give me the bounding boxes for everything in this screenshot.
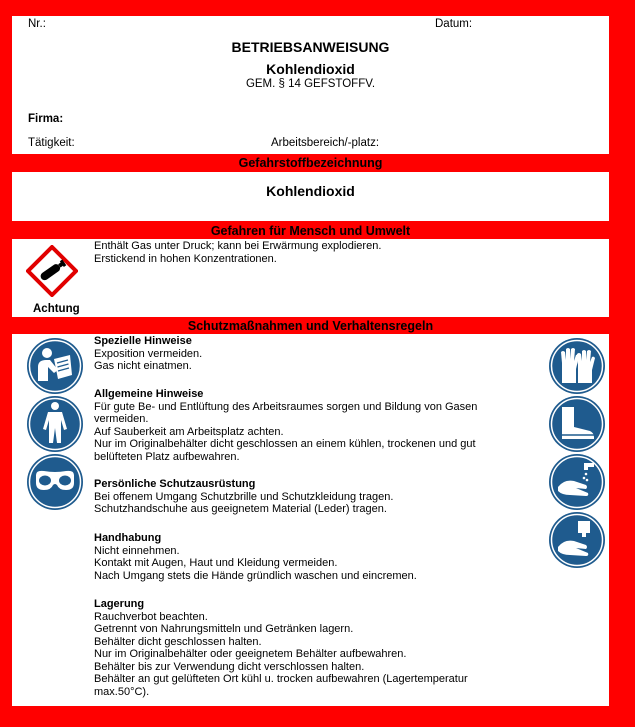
section-line: Getrennt von Nahrungsmitteln und Getränken lagern.: [94, 623, 354, 635]
section-title: Allgemeine Hinweise: [94, 388, 204, 400]
section-line: Nur im Originalbehälter oder geeignetem Behälter aufbewahren.: [94, 648, 407, 660]
identification-band: Gefahrstoffbezeichnung: [238, 156, 383, 170]
gas-cylinder-icon: [26, 245, 78, 297]
section-line: Gas nicht einatmen.: [94, 360, 192, 372]
section-line: Nur im Originalbehälter dicht geschlossen an einem kühlen, trockenen und gut: [94, 438, 476, 450]
hazard-line: Enthält Gas unter Druck; kann bei Erwärmung explodieren.: [94, 240, 382, 252]
firma-label: Firma:: [28, 113, 64, 125]
hazards-band: Gefahren für Mensch und Umwelt: [210, 224, 411, 238]
section-line: Bei offenem Umgang Schutzbrille und Schutzkleidung tragen.: [94, 490, 394, 503]
datum-label: Datum:: [435, 18, 473, 30]
section-title: Spezielle Hinweise: [94, 335, 192, 347]
section-title: Persönliche Schutzausrüstung: [94, 478, 256, 490]
section-title: Handhabung: [94, 532, 162, 544]
section-line: vermeiden.: [94, 413, 149, 425]
identification-panel: [12, 172, 609, 221]
signal-word: Achtung: [33, 303, 80, 315]
section-line: Behälter dicht geschlossen halten.: [94, 635, 262, 648]
section-title: Lagerung: [94, 598, 145, 610]
section-line: Rauchverbot beachten.: [94, 610, 208, 623]
header-panel: [12, 16, 609, 154]
section-line: max.50°C).: [94, 685, 150, 698]
nr-label: Nr.:: [28, 18, 46, 30]
hand-cream-icon: [548, 511, 606, 569]
read-instructions-icon: [26, 337, 84, 395]
ppe-section: [94, 478, 393, 516]
gloves-icon: [548, 337, 606, 395]
hazard-line: Erstickend in hohen Konzentrationen.: [94, 253, 277, 265]
section-line: belüfteten Platz aufbewahren.: [94, 450, 240, 463]
regulation-text: GEM. § 14 GEFSTOFFV.: [245, 78, 376, 90]
storage-section: [94, 598, 468, 698]
wash-hands-icon: [548, 453, 606, 511]
section-line: Schutzhandschuhe aus geeignetem Material (Leder) tragen.: [94, 503, 387, 515]
section-line: Nach Umgang stets die Hände gründlich waschen und eincremen.: [94, 569, 417, 582]
measures-panel: [12, 334, 609, 706]
page-title: BETRIEBSANWEISUNG: [231, 39, 390, 55]
measures-band: Schutzmaßnahmen und Verhaltensregeln: [187, 319, 434, 333]
taetigkeit-label: Tätigkeit:: [28, 137, 75, 149]
general-section: [94, 388, 477, 463]
handling-section: [94, 532, 417, 582]
identification-name: Kohlendioxid: [266, 183, 355, 199]
goggles-icon: [26, 453, 84, 511]
protective-clothing-icon: [26, 395, 84, 453]
substance-title: Kohlendioxid: [266, 61, 355, 77]
hazards-panel: [12, 239, 609, 317]
section-line: Kontakt mit Augen, Haut und Kleidung vermeiden.: [94, 557, 338, 569]
safety-boots-icon: [548, 395, 606, 453]
special-section: [94, 335, 202, 373]
section-line: Behälter an gut gelüfteten Ort kühl u. trocken aufbewahren (Lagertemperatur: [94, 673, 468, 685]
section-line: Nicht einnehmen.: [94, 544, 180, 557]
section-line: Auf Sauberkeit am Arbeitsplatz achten.: [94, 425, 284, 438]
section-line: Für gute Be- und Entlüftung des Arbeitsraumes sorgen und Bildung von Gasen: [94, 400, 478, 413]
arbeitsbereich-label: Arbeitsbereich/-platz:: [271, 137, 380, 149]
section-line: Behälter bis zur Verwendung dicht verschlossen halten.: [94, 660, 365, 673]
section-line: Exposition vermeiden.: [94, 347, 203, 360]
